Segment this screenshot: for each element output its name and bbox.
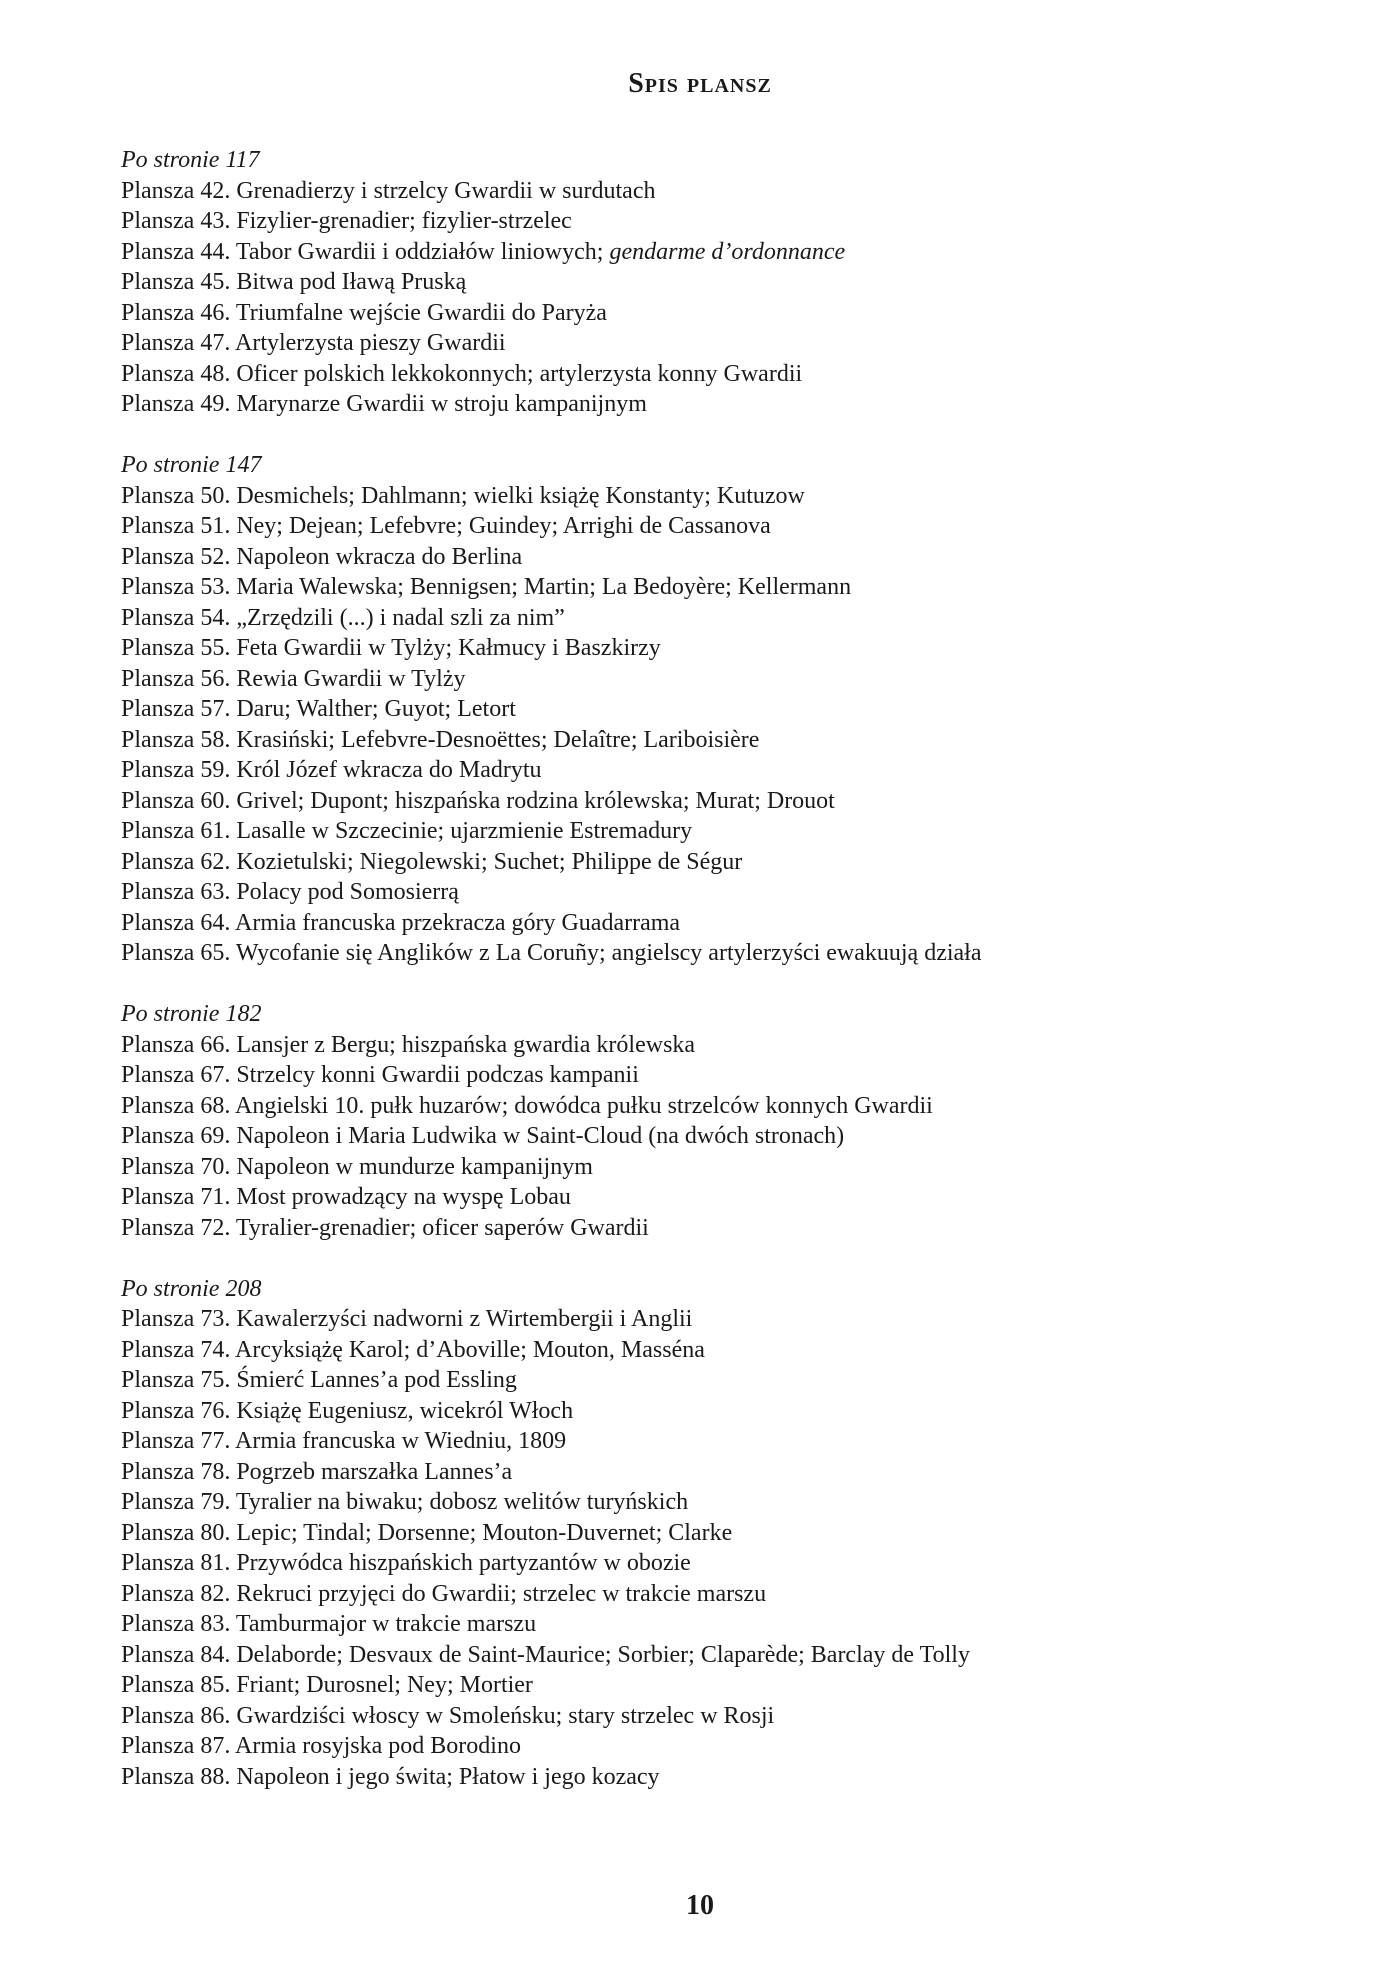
plate-entry-text: Plansza 57. Daru; Walther; Guyot; Letort xyxy=(121,696,516,722)
plate-entry-text: Plansza 84. Delaborde; Desvaux de Saint-Maurice; Sorbier; Claparède; Barclay de Tolly xyxy=(121,1641,970,1668)
plate-entry xyxy=(121,633,1321,664)
plate-entry xyxy=(121,938,1321,969)
section xyxy=(121,999,1321,1243)
plate-entry xyxy=(121,1182,1321,1213)
plate-entry-text: Plansza 47. Artylerzysta pieszy Gwardii xyxy=(121,330,506,356)
plate-entry xyxy=(121,1396,1321,1427)
section-heading: Po stronie 208 xyxy=(121,1275,262,1302)
plate-entry-text: Plansza 73. Kawalerzyści nadworni z Wirtembergii i Anglii xyxy=(121,1306,693,1332)
plate-entry xyxy=(121,1548,1321,1579)
plate-entry xyxy=(121,847,1321,878)
plate-entry-text: Plansza 66. Lansjer z Bergu; hiszpańska gwardia królewska xyxy=(121,1031,696,1058)
plate-entry xyxy=(121,664,1321,695)
plate-entry xyxy=(121,1426,1321,1457)
plate-entry xyxy=(121,359,1321,390)
plate-entry-text: Plansza 74. Arcyksiążę Karol; d’Aboville; Mouton, Masséna xyxy=(121,1336,705,1363)
plate-entry-text: Plansza 60. Grivel; Dupont; hiszpańska rodzina królewska; Murat; Drouot xyxy=(121,787,835,814)
plate-entry-text: Plansza 82. Rekruci przyjęci do Gwardii; strzelec w trakcie marszu xyxy=(121,1580,767,1607)
plate-entry xyxy=(121,206,1321,237)
plate-entry xyxy=(121,1121,1321,1152)
plate-entry-text: Plansza 83. Tamburmajor w trakcie marszu xyxy=(121,1611,537,1637)
plate-entry-text: Plansza 77. Armia francuska w Wiedniu, 1809 xyxy=(121,1428,567,1454)
plate-entry-text: Plansza 62. Kozietulski; Niegolewski; Suchet; Philippe de Ségur xyxy=(121,848,743,875)
plate-entry xyxy=(121,1091,1321,1122)
plate-entry xyxy=(121,908,1321,939)
plate-entry xyxy=(121,1213,1321,1244)
section xyxy=(121,450,1321,969)
plate-entry-text: Plansza 64. Armia francuska przekracza góry Guadarrama xyxy=(121,909,681,936)
plate-entry-text: Plansza 86. Gwardziści włoscy w Smoleńsku; stary strzelec w Rosji xyxy=(121,1702,775,1729)
plate-entry xyxy=(121,1030,1321,1061)
plate-entry xyxy=(121,176,1321,207)
plate-entry-text: Plansza 48. Oficer polskich lekkokonnych; artylerzysta konny Gwardii xyxy=(121,360,803,387)
plate-entry-text: Plansza 43. Fizylier-grenadier; fizylier-strzelec xyxy=(121,208,572,234)
page-number: 10 xyxy=(686,1890,714,1921)
plate-entry-text: Plansza 46. Triumfalne wejście Gwardii do Paryża xyxy=(121,299,607,326)
plate-entry-text: Plansza 52. Napoleon wkracza do Berlina xyxy=(121,543,523,570)
plate-entry xyxy=(121,1762,1321,1793)
plate-entry-text: Plansza 63. Polacy pod Somosierrą xyxy=(121,879,459,905)
plate-entry xyxy=(121,298,1321,329)
plate-entry xyxy=(121,877,1321,908)
plate-entry xyxy=(121,603,1321,634)
plate-entry xyxy=(121,1640,1321,1671)
plate-entry-text: Plansza 58. Krasiński; Lefebvre-Desnoëttes; Delaître; Lariboisière xyxy=(121,726,760,753)
section xyxy=(121,145,1321,420)
plate-entry-text: Plansza 56. Rewia Gwardii w Tylży xyxy=(121,665,466,692)
plate-entry-text: Plansza 85. Friant; Durosnel; Ney; Mortier xyxy=(121,1672,533,1698)
plate-entry xyxy=(121,1609,1321,1640)
plate-entry xyxy=(121,511,1321,542)
plate-entry xyxy=(121,1487,1321,1518)
plate-entry-text: Plansza 70. Napoleon w mundurze kampanijnym xyxy=(121,1153,593,1180)
plate-entry-text: Plansza 65. Wycofanie się Anglików z La Coruñy; angielscy artylerzyści ewakuują działa xyxy=(121,940,982,966)
page-title: Spis plansz xyxy=(628,68,772,99)
plate-entry xyxy=(121,1731,1321,1762)
plate-entry-text: Plansza 88. Napoleon i jego świta; Płatow i jego kozacy xyxy=(121,1763,660,1790)
plates-list xyxy=(121,145,1321,1823)
plate-entry-italic-text: gendarme d’ordonnance xyxy=(609,238,846,265)
plate-entry xyxy=(121,389,1321,420)
plate-entry-text: Plansza 68. Angielski 10. pułk huzarów; dowódca pułku strzelców konnych Gwardii xyxy=(121,1092,933,1119)
plate-entry-text: Plansza 44. Tabor Gwardii i oddziałów liniowych; xyxy=(121,238,610,265)
plate-entry xyxy=(121,694,1321,725)
plate-entry-text: Plansza 72. Tyralier-grenadier; oficer saperów Gwardii xyxy=(121,1214,649,1241)
plate-entry xyxy=(121,786,1321,817)
plate-entry-text: Plansza 54. „Zrzędzili (...) i nadal szli za nim” xyxy=(121,604,565,631)
plate-entry-text: Plansza 76. Książę Eugeniusz, wicekról Włoch xyxy=(121,1397,574,1424)
plate-entry xyxy=(121,725,1321,756)
plate-entry-text: Plansza 59. Król Józef wkracza do Madrytu xyxy=(121,757,542,783)
section-heading: Po stronie 182 xyxy=(121,1001,262,1027)
plate-entry xyxy=(121,1060,1321,1091)
plate-entry xyxy=(121,1365,1321,1396)
plate-entry-text: Plansza 80. Lepic; Tindal; Dorsenne; Mouton-Duvernet; Clarke xyxy=(121,1519,733,1546)
plate-entry xyxy=(121,572,1321,603)
plate-entry xyxy=(121,1335,1321,1366)
plate-entry-text: Plansza 69. Napoleon i Maria Ludwika w Saint-Cloud (na dwóch stronach) xyxy=(121,1123,845,1149)
plate-entry-text: Plansza 67. Strzelcy konni Gwardii podczas kampanii xyxy=(121,1062,639,1088)
plate-entry xyxy=(121,1457,1321,1488)
plate-entry-text: Plansza 75. Śmierć Lannes’a pod Essling xyxy=(121,1367,517,1393)
plate-entry xyxy=(121,1579,1321,1610)
plate-entry-text: Plansza 42. Grenadierzy i strzelcy Gwardii w surdutach xyxy=(121,177,656,204)
plate-entry-text: Plansza 50. Desmichels; Dahlmann; wielki książę Konstanty; Kutuzow xyxy=(121,482,805,509)
plate-entry xyxy=(121,237,1321,268)
section-heading: Po stronie 117 xyxy=(121,147,260,173)
plate-entry-text: Plansza 55. Feta Gwardii w Tylży; Kałmucy i Baszkirzy xyxy=(121,635,661,661)
plate-entry xyxy=(121,267,1321,298)
section xyxy=(121,1274,1321,1793)
plate-entry-text: Plansza 49. Marynarze Gwardii w stroju kampanijnym xyxy=(121,391,647,417)
plate-entry-text: Plansza 81. Przywódca hiszpańskich partyzantów w obozie xyxy=(121,1550,691,1576)
plate-entry xyxy=(121,816,1321,847)
plate-entry xyxy=(121,481,1321,512)
plate-entry-text: Plansza 61. Lasalle w Szczecinie; ujarzmienie Estremadury xyxy=(121,818,693,844)
plate-entry-text: Plansza 79. Tyralier na biwaku; dobosz welitów turyńskich xyxy=(121,1489,689,1515)
plate-entry xyxy=(121,1701,1321,1732)
plate-entry xyxy=(121,1518,1321,1549)
plate-entry xyxy=(121,755,1321,786)
plate-entry xyxy=(121,328,1321,359)
section-heading: Po stronie 147 xyxy=(121,452,262,478)
plate-entry xyxy=(121,542,1321,573)
plate-entry-text: Plansza 51. Ney; Dejean; Lefebvre; Guindey; Arrighi de Cassanova xyxy=(121,513,771,539)
plate-entry-text: Plansza 87. Armia rosyjska pod Borodino xyxy=(121,1733,521,1759)
plate-entry-text: Plansza 53. Maria Walewska; Bennigsen; Martin; La Bedoyère; Kellermann xyxy=(121,574,852,600)
plate-entry xyxy=(121,1152,1321,1183)
plate-entry-text: Plansza 45. Bitwa pod Iławą Pruską xyxy=(121,269,467,295)
plate-entry-text: Plansza 71. Most prowadzący na wyspę Lobau xyxy=(121,1184,571,1210)
plate-entry xyxy=(121,1670,1321,1701)
plate-entry xyxy=(121,1304,1321,1335)
plate-entry-text: Plansza 78. Pogrzeb marszałka Lannes’a xyxy=(121,1458,513,1485)
